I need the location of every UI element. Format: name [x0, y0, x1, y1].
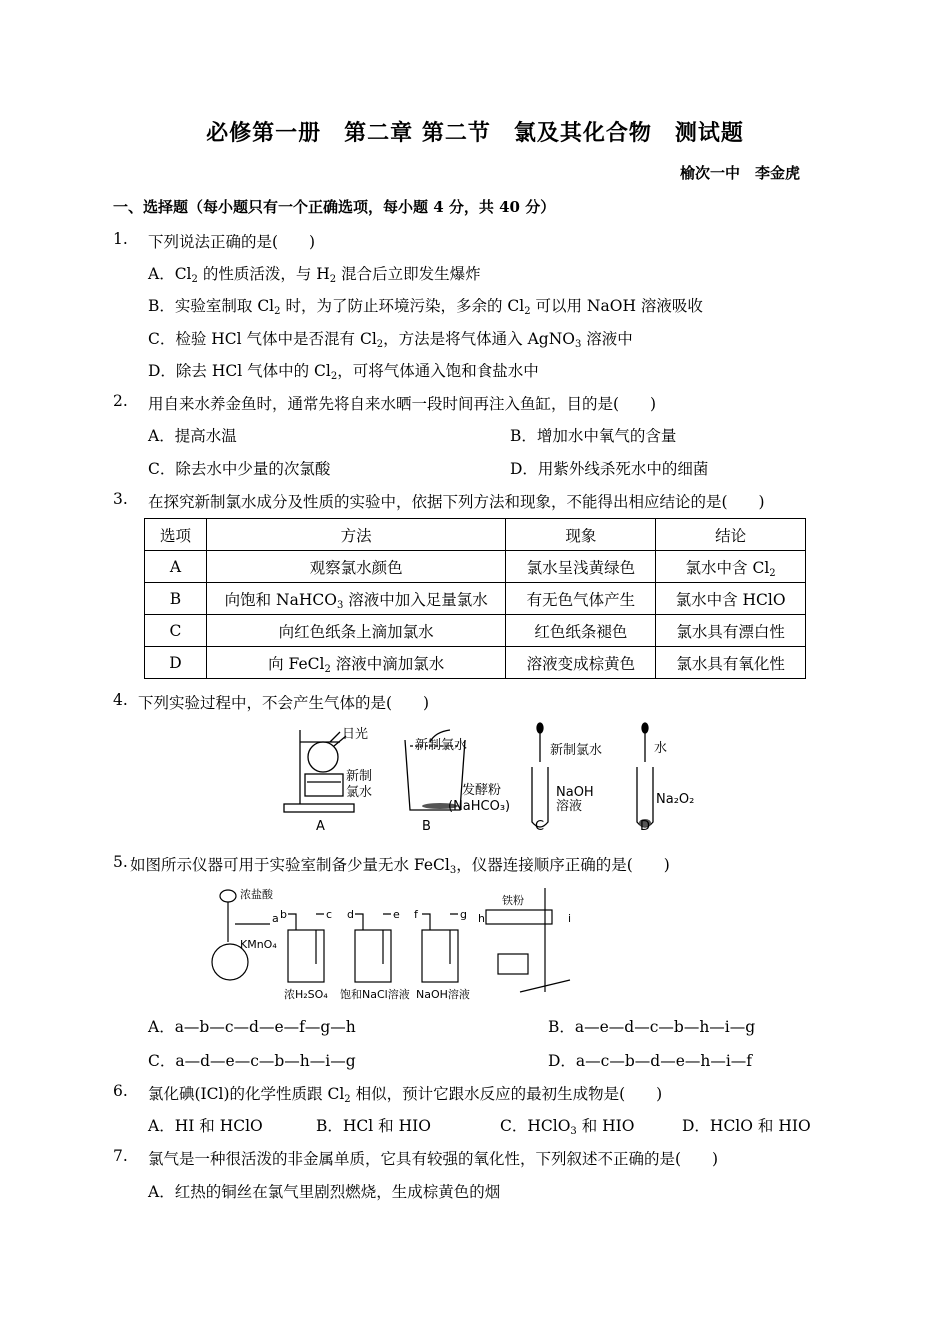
- q3-stem: 在探究新制氯水成分及性质的实验中，依据下列方法和现象，不能得出相应结论的是( ): [148, 493, 765, 511]
- author: 榆次一中 李金虎: [679, 164, 800, 182]
- nahco3-label: (NaHCO₃): [448, 799, 511, 814]
- table-header-row: [145, 519, 806, 551]
- port-e: e: [393, 908, 400, 921]
- table-header: 选项: [145, 519, 207, 551]
- figure-label-a: A: [316, 819, 325, 834]
- q5-stem: 如图所示仪器可用于实验室制备少量无水 FeCl$_3$，仪器连接顺序正确的是( ): [130, 856, 670, 876]
- port-i: i: [568, 912, 572, 925]
- port-d: d: [347, 908, 354, 921]
- q1-option-d[interactable]: D．除去 HCl 气体中的 $Cl_2$，可将气体通入饱和食盐水中: [148, 362, 539, 382]
- dropper-bulb-c: [537, 723, 543, 733]
- table-cell: 氯水呈浅黄绿色: [506, 551, 656, 583]
- q2-option-b[interactable]: B．增加水中氧气的含量: [510, 427, 677, 445]
- q1-option-b[interactable]: B．实验室制取 $Cl_2$ 时，为了防止环境污染，多余的 $Cl_2$ 可以用 NaOH 溶液吸收: [148, 297, 703, 317]
- table-cell: 向饱和 NaHCO$_3$ 溶液中加入足量氯水: [206, 583, 506, 615]
- naoh-label: NaOH溶液: [416, 988, 470, 1001]
- q2-option-d[interactable]: D．用紫外线杀死水中的细菌: [510, 460, 709, 478]
- port-f: f: [414, 908, 418, 921]
- q5-number: 5.: [113, 853, 128, 871]
- table-cell: 氯水中含 HClO: [656, 583, 806, 615]
- bottle-2: [355, 930, 391, 982]
- table-cell: 氯水中含 $Cl_2$: [656, 551, 806, 583]
- q6-stem: 氯化碘(ICl)的化学性质跟 $Cl_2$ 相似，预计它跟水反应的最初生成物是( ): [148, 1085, 663, 1105]
- port-c: c: [326, 908, 333, 921]
- bottle-1: [288, 930, 324, 982]
- q5-option-b[interactable]: B．a—e—d—c—b—h—i—g: [548, 1018, 756, 1036]
- bottle-1-tubes: [288, 914, 324, 964]
- iron-label: 铁粉: [502, 894, 524, 907]
- port-g: g: [460, 908, 467, 921]
- q6-option-a[interactable]: A．HI 和 HClO: [148, 1117, 263, 1135]
- test-tube-c: [532, 767, 548, 827]
- combustion-tube: [486, 910, 552, 924]
- nacl-label: 饱和NaCl溶液: [340, 988, 410, 1001]
- q6-option-c[interactable]: C．HClO$_3$ 和 HIO: [500, 1117, 635, 1137]
- q2-stem: 用自来水养金鱼时，通常先将自来水晒一段时间再注入鱼缸，目的是( ): [148, 395, 657, 413]
- test-tube-d: [637, 767, 653, 827]
- chlorine-water-label-b: 新制氯水: [415, 738, 468, 753]
- burner: [498, 954, 528, 974]
- q6-number: 6.: [113, 1082, 128, 1100]
- q5-figure: [200, 884, 600, 1004]
- table-header: 方法: [206, 519, 506, 551]
- table-cell: 有无色气体产生: [506, 583, 656, 615]
- port-b: b: [280, 908, 287, 921]
- table-cell: 观察氯水颜色: [206, 551, 506, 583]
- table-row: [145, 647, 806, 679]
- table-cell: 氯水具有漂白性: [656, 615, 806, 647]
- table-row: [145, 615, 806, 647]
- port-h: h: [478, 912, 485, 925]
- q4-figure: [280, 722, 700, 837]
- section-heading: 一、选择题（每小题只有一个正确选项，每小题 4 分，共 40 分）: [113, 198, 556, 216]
- table-cell: A: [145, 551, 207, 583]
- table-cell: 向红色纸条上滴加氯水: [206, 615, 506, 647]
- dropper-bulb-d: [642, 723, 648, 733]
- table-cell: 氯水具有氧化性: [656, 647, 806, 679]
- kmno4-label: KMnO₄: [240, 938, 277, 951]
- table-row: [145, 583, 806, 615]
- q7-option-a[interactable]: A．红热的铜丝在氯气里剧烈燃烧，生成棕黄色的烟: [148, 1183, 501, 1201]
- q4-stem: 下列实验过程中，不会产生气体的是( ): [138, 694, 430, 712]
- q7-stem: 氯气是一种很活泼的非金属单质，它具有较强的氧化性，下列叙述不正确的是( ): [148, 1150, 719, 1168]
- table-cell: D: [145, 647, 207, 679]
- stand-base: [284, 804, 354, 812]
- port-a: a: [272, 912, 279, 925]
- figure-label-b: B: [422, 819, 431, 834]
- q6-option-d[interactable]: D．HClO 和 HIO: [682, 1117, 811, 1135]
- page-title: 必修第一册 第二章 第二节 氯及其化合物 测试题: [206, 120, 744, 146]
- q1-option-a[interactable]: A．$Cl_2$ 的性质活泼，与 $H_2$ 混合后立即发生爆炸: [148, 265, 481, 285]
- table-row: [145, 551, 806, 583]
- trough-a: [305, 774, 343, 796]
- q2-number: 2.: [113, 392, 128, 410]
- table-header: 现象: [506, 519, 656, 551]
- q5-option-a[interactable]: A．a—b—c—d—e—f—g—h: [148, 1018, 356, 1036]
- q2-option-a[interactable]: A．提高水温: [148, 427, 237, 445]
- q1-number: 1.: [113, 230, 128, 248]
- table-cell: 红色纸条褪色: [506, 615, 656, 647]
- h2so4-label: 浓H₂SO₄: [284, 988, 328, 1001]
- q5-option-d[interactable]: D．a—c—b—d—e—h—i—f: [548, 1052, 753, 1070]
- table-cell: 向 FeCl$_2$ 溶液中滴加氯水: [206, 647, 506, 679]
- q2-option-c[interactable]: C．除去水中少量的次氯酸: [148, 460, 331, 478]
- q3-table: [144, 518, 806, 679]
- q1-stem: 下列说法正确的是( ): [148, 233, 316, 251]
- yeast-label: 发酵粉: [462, 783, 502, 798]
- bottle-3: [422, 930, 458, 982]
- table-cell: 溶液变成棕黄色: [506, 647, 656, 679]
- table-header: 结论: [656, 519, 806, 551]
- bottle-2-tubes: [355, 914, 391, 964]
- water-label-d: 水: [654, 741, 668, 756]
- chlorine-water-label-a2: 氯水: [346, 785, 373, 800]
- q3-number: 3.: [113, 490, 128, 508]
- table-cell: B: [145, 583, 207, 615]
- flask-a: [308, 742, 338, 772]
- hcl-label: 浓盐酸: [240, 888, 273, 901]
- figure-label-d: D: [640, 819, 651, 834]
- chlorine-water-label-c: 新制氯水: [550, 743, 603, 758]
- table-cell: C: [145, 615, 207, 647]
- figure-label-c: C: [535, 819, 545, 834]
- naoh-label-c: NaOH: [556, 785, 594, 800]
- funnel: [220, 890, 236, 902]
- q4-number: 4.: [113, 691, 128, 709]
- q7-number: 7.: [113, 1147, 128, 1165]
- chlorine-water-label-a: 新制: [346, 769, 373, 784]
- q6-option-b[interactable]: B．HCl 和 HIO: [316, 1117, 431, 1135]
- naoh-label-c2: 溶液: [556, 799, 583, 814]
- q5-option-c[interactable]: C．a—d—e—c—b—h—i—g: [148, 1052, 356, 1070]
- sunlight-label: 日光: [342, 727, 369, 742]
- q1-option-c[interactable]: C．检验 HCl 气体中是否混有 $Cl_2$，方法是将气体通入 AgNO$_3$ 溶液中: [148, 330, 633, 350]
- na2o2-label: Na₂O₂: [656, 792, 695, 807]
- bottle-3-tubes: [422, 914, 458, 964]
